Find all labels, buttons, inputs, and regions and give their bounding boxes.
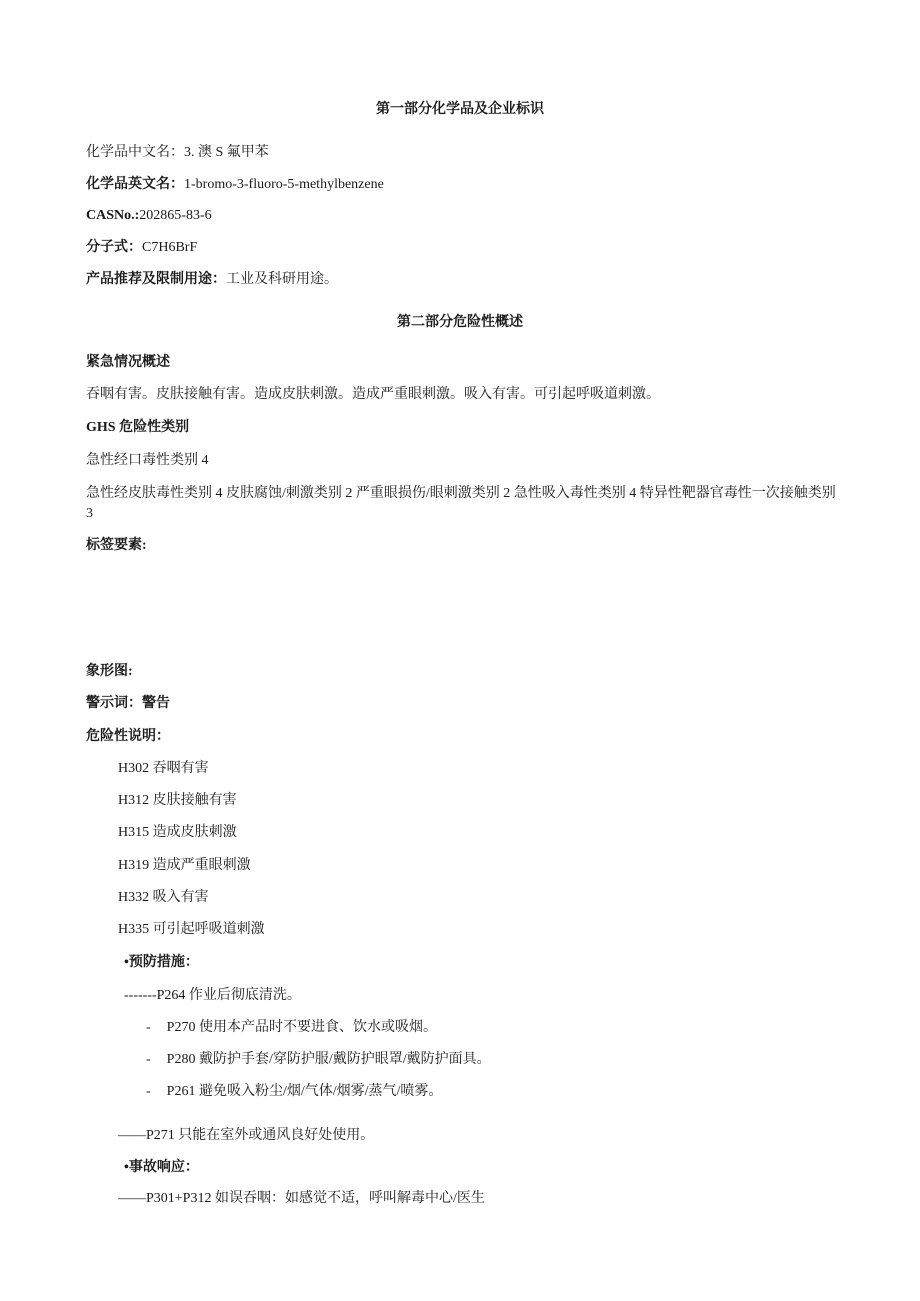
cas-value: 202865-83-6 bbox=[139, 208, 212, 223]
chinese-name-line bbox=[86, 143, 269, 163]
section1-heading: 第一部分化学品及企业标识 bbox=[376, 102, 544, 117]
ghs-line-2: 急性经皮肤毒性类别 4 皮肤腐蚀/刺激类别 2 严重眼损伤/眼刺激类别 2 急性吸入毒性类别 4 特异性靶器官毒性一次接触类别 3 bbox=[86, 486, 836, 521]
p280-line bbox=[146, 1050, 491, 1070]
signal-word-line bbox=[86, 694, 170, 714]
p280-text: P280 戴防护手套/穿防护服/戴防护眼罩/戴防护面具。 bbox=[166, 1052, 491, 1067]
hazard-statements-label: 危险性说明： bbox=[86, 729, 170, 744]
hazard-statement: H335 可引起呼吸道刺激 bbox=[118, 922, 265, 937]
label-elements: 标签要素: bbox=[86, 538, 147, 553]
formula-value: C7H6BrF bbox=[142, 240, 198, 255]
chinese-name-label: 化学品中文名： bbox=[86, 145, 184, 160]
p261-line bbox=[146, 1082, 442, 1102]
signal-word-label: 警示词： bbox=[86, 696, 142, 711]
p270-line bbox=[146, 1018, 437, 1038]
chinese-name-value: 3. 澳 S 氟甲苯 bbox=[184, 145, 269, 160]
ghs-label: GHS 危险性类别 bbox=[86, 420, 190, 435]
prevention-label: •预防措施： bbox=[124, 955, 199, 970]
list-dash: - bbox=[146, 1084, 151, 1099]
emergency-text: 吞咽有害。皮肤接触有害。造成皮肤刺激。造成严重眼刺激。吸入有害。可引起呼吸道刺激。 bbox=[86, 387, 660, 402]
english-name-value: 1-bromo-3-fluoro-5-methylbenzene bbox=[184, 177, 384, 192]
cas-line bbox=[86, 206, 212, 226]
p270-text: P270 使用本产品时不要进食、饮水或吸烟。 bbox=[166, 1020, 437, 1035]
response-label: •事故响应： bbox=[124, 1160, 199, 1175]
p264-line: -------P264 作业后彻底清洗。 bbox=[124, 988, 301, 1003]
use-line bbox=[86, 270, 338, 290]
hazard-statement: H312 皮肤接触有害 bbox=[118, 793, 237, 808]
p301-line: ——P301+P312 如误吞咽：如感觉不适，呼叫解毒中心/医生 bbox=[118, 1191, 485, 1206]
english-name-label: 化学品英文名： bbox=[86, 177, 184, 192]
hazard-statement: H319 造成严重眼刺激 bbox=[118, 858, 251, 873]
formula-label: 分子式： bbox=[86, 240, 142, 255]
english-name-line bbox=[86, 175, 384, 195]
p261-text: P261 避免吸入粉尘/烟/气体/烟雾/蒸气/喷雾。 bbox=[166, 1084, 443, 1099]
ghs-line-1: 急性经口毒性类别 4 bbox=[86, 453, 209, 468]
p271-line: ——P271 只能在室外或通风良好处使用。 bbox=[118, 1128, 375, 1143]
section2-heading: 第二部分危险性概述 bbox=[397, 315, 523, 330]
emergency-label: 紧急情况概述 bbox=[86, 355, 170, 370]
hazard-statement: H302 吞咽有害 bbox=[118, 761, 209, 776]
cas-label: CASNo.: bbox=[86, 208, 140, 223]
hazard-statement: H332 吸入有害 bbox=[118, 890, 209, 905]
list-dash: - bbox=[146, 1020, 151, 1035]
use-label: 产品推荐及限制用途： bbox=[86, 272, 226, 287]
pictogram-label: 象形图: bbox=[86, 664, 133, 679]
use-value: 工业及科研用途。 bbox=[226, 272, 338, 287]
formula-line bbox=[86, 238, 197, 258]
signal-word-value: 警告 bbox=[142, 696, 170, 711]
list-dash: - bbox=[146, 1052, 151, 1067]
hazard-statement: H315 造成皮肤刺激 bbox=[118, 825, 237, 840]
